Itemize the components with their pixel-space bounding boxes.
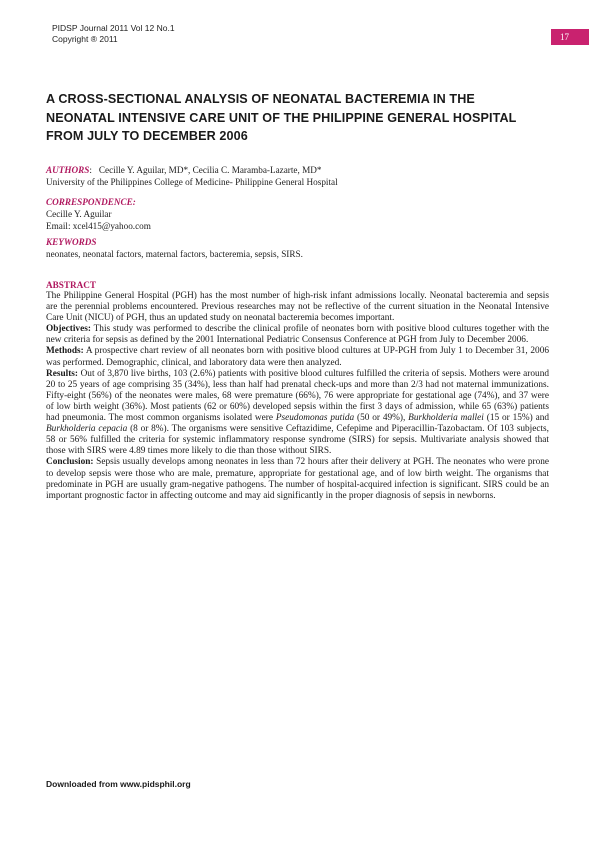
- authors-heading: AUTHORS: [46, 165, 90, 175]
- keywords-text: neonates, neonatal factors, maternal factors, bacteremia, sepsis, SIRS.: [46, 249, 303, 259]
- correspondence-section: [46, 196, 566, 232]
- abstract-conclusion: Conclusion: Sepsis usually develops among neonates in less than 72 hours after their delivery at PGH. The neonates who were prone to develop sepsis were those who are male, premature, appropriate for gestational age, and of low birth weight. The organisms that predominate in PGH are usually gram-negative pathogens. The number of hospital-acquired infection is significant. SIRS could be an important prognostic factor in affecting outcome and may aid significantly in the proper diagnosis of sepsis in newborns.: [46, 457, 549, 501]
- correspondence-heading: CORRESPONDENCE:: [46, 197, 136, 207]
- correspondence-email[interactable]: Email: xcel415@yahoo.com: [46, 221, 151, 231]
- page-number: 17: [560, 32, 569, 42]
- author-names: Cecille Y. Aguilar, MD*, Cecilia C. Maramba-Lazarte, MD*: [98, 165, 322, 175]
- conclusion-label: Conclusion:: [46, 457, 94, 468]
- organism-3: Burkholderia cepacia: [46, 424, 128, 435]
- abstract-objectives: Objectives: This study was performed to describe the clinical profile of neonates born with positive blood cultures together with the new criteria for sepsis as defined by the 2001 International Pediatric Consensus Conference at PGH from July to December 2006.: [46, 324, 549, 346]
- objectives-label: Objectives:: [46, 324, 91, 335]
- journal-header: [52, 23, 175, 45]
- correspondence-name: Cecille Y. Aguilar: [46, 209, 112, 219]
- methods-label: Methods:: [46, 346, 84, 357]
- keywords-section: [46, 236, 566, 260]
- copyright-line: Copyright ® 2011: [52, 34, 118, 44]
- organism-2: Burkholderia mallei: [408, 413, 484, 424]
- results-label: Results:: [46, 368, 79, 379]
- title-line-3: FROM JULY TO DECEMBER 2006: [46, 129, 248, 143]
- article-title: [46, 90, 561, 146]
- abstract-results: Results: Out of 3,870 live births, 103 (2.6%) patients with positive blood cultures fulfilled the criteria of sepsis. Mothers were around 20 to 25 years of age comprising 35 (34%), less than half had prenatal check-ups and more than 2/3 had not maternal immunizations. Fifty-eight (56%) of the neonates were males, 68 were premature (66%), 76 were appropriate for gestational age (74%), and 37 were of low birth weight (36%). Most patients (62 or 60%) developed sepsis within the first 3 days of admission, while 65 (63%) patients had pneumonia. The most common organisms isolated were Pseudomonas putida (50 or 49%), Burkholderia mallei (15 or 15%) and Burkholderia cepacia (8 or 8%). The organisms were sensitive Ceftazidime, Cefepime and Piperacillin-Tazobactam. Of 103 subjects, 58 or 56% fulfilled the criteria for systemic inflammatory response syndrome (SIRS) for sepsis. Multivariate analysis showed that those with SIRS were 4.89 times more likely to die than those without SIRS.: [46, 368, 549, 457]
- affiliation: University of the Philippines College of Medicine- Philippine General Hospital: [46, 177, 338, 187]
- organism-1: Pseudomonas putida: [275, 413, 355, 424]
- page-number-badge: [551, 29, 589, 45]
- download-footer[interactable]: Downloaded from www.pidsphil.org: [46, 779, 191, 789]
- title-line-2: NEONATAL INTENSIVE CARE UNIT OF THE PHILIPPINE GENERAL HOSPITAL: [46, 110, 517, 125]
- abstract-section: [46, 279, 549, 502]
- authors-section: AUTHORS: Cecille Y. Aguilar, MD*, Cecilia C. Maramba-Lazarte, MD* University of the Philippines College of Medicine- Philippine General Hospital: [46, 164, 566, 188]
- keywords-heading: KEYWORDS: [46, 237, 97, 247]
- journal-line: PIDSP Journal 2011 Vol 12 No.1: [52, 23, 175, 33]
- title-line-1: A CROSS-SECTIONAL ANALYSIS OF NEONATAL BACTEREMIA IN THE: [46, 92, 475, 106]
- abstract-methods: Methods: A prospective chart review of all neonates born with positive blood cultures at UP-PGH from July 1 to December 31, 2006 was performed. Demographic, clinical, and laboratory data were then analyzed.: [46, 346, 549, 368]
- abstract-intro: The Philippine General Hospital (PGH) has the most number of high-risk infant admissions locally. Neonatal bacteremia and sepsis are the perennial problems encountered. Previous researches may not be reflective of the current situation in the Neonatal Intensive Care Unit (NICU) of PGH, thus an updated study on neonatal bacteremia becomes important.: [46, 291, 549, 324]
- abstract-heading: ABSTRACT: [46, 280, 97, 290]
